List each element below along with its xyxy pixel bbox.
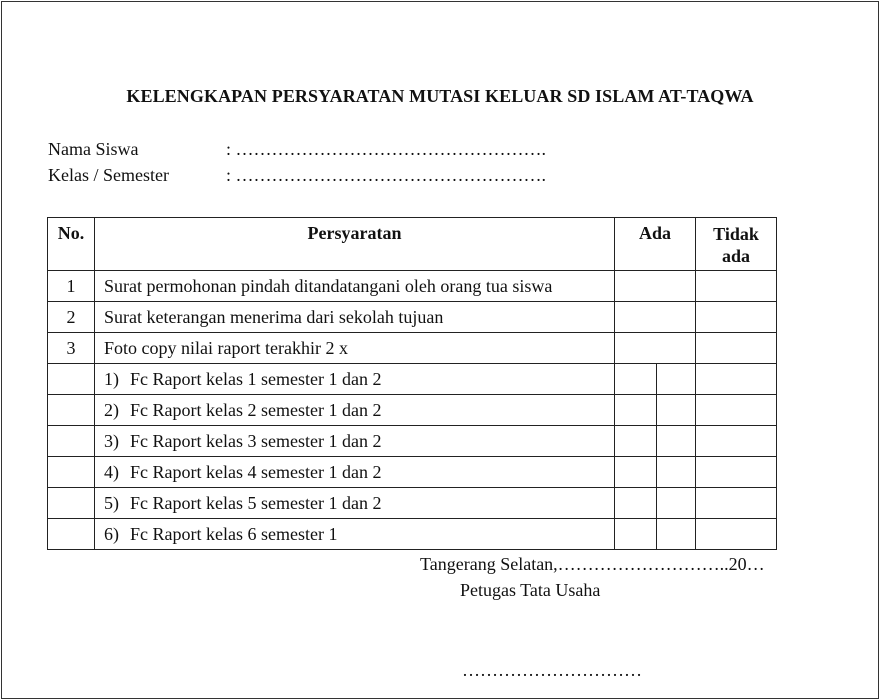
subrow-ada-cell-a bbox=[615, 519, 657, 550]
subrow-requirement bbox=[95, 519, 615, 550]
subrow-ada-cell-b bbox=[657, 519, 696, 550]
subrow-text: Fc Raport kelas 3 semester 1 dan 2 bbox=[130, 430, 382, 451]
subrow-text: Fc Raport kelas 4 semester 1 dan 2 bbox=[130, 461, 382, 482]
subrow-ada-cell-b bbox=[657, 364, 696, 395]
table-subrow bbox=[48, 364, 777, 395]
subrow-requirement bbox=[95, 395, 615, 426]
header-ada: Ada bbox=[615, 218, 696, 271]
student-name-value: : ……………………………………………. bbox=[226, 139, 547, 159]
row-number: 3 bbox=[48, 333, 95, 364]
subrow-index: 2) bbox=[104, 399, 119, 420]
header-requirement: Persyaratan bbox=[95, 218, 615, 271]
row-requirement: Foto copy nilai raport terakhir 2 x bbox=[95, 333, 615, 364]
subrow-ada-cell-b bbox=[657, 426, 696, 457]
class-semester-value: : ……………………………………………. bbox=[226, 165, 547, 185]
subrow-index: 5) bbox=[104, 492, 119, 513]
subrow-requirement bbox=[95, 488, 615, 519]
subrow-number-cell bbox=[48, 488, 95, 519]
row-ada-cell bbox=[615, 302, 696, 333]
subrow-text: Fc Raport kelas 2 semester 1 dan 2 bbox=[130, 399, 382, 420]
signature-line: ………………………… bbox=[462, 660, 642, 680]
subrow-requirement bbox=[95, 457, 615, 488]
table-subrow bbox=[48, 488, 777, 519]
class-semester-label: Kelas / Semester bbox=[48, 165, 169, 185]
subrow-tidak-cell bbox=[696, 457, 777, 488]
subrow-index: 1) bbox=[104, 368, 119, 389]
header-tidak-line1: Tidak bbox=[713, 224, 759, 244]
subrow-number-cell bbox=[48, 395, 95, 426]
subrow-ada-cell-a bbox=[615, 457, 657, 488]
subrow-ada-cell-a bbox=[615, 488, 657, 519]
subrow-ada-cell-b bbox=[657, 457, 696, 488]
table-row bbox=[48, 271, 777, 302]
document-title: KELENGKAPAN PERSYARATAN MUTASI KELUAR SD ISLAM AT-TAQWA bbox=[126, 86, 754, 106]
row-tidak-cell bbox=[696, 333, 777, 364]
subrow-ada-cell-a bbox=[615, 364, 657, 395]
subrow-number-cell bbox=[48, 426, 95, 457]
subrow-ada-cell-b bbox=[657, 395, 696, 426]
subrow-index: 4) bbox=[104, 461, 119, 482]
subrow-number-cell bbox=[48, 364, 95, 395]
header-no: No. bbox=[48, 218, 95, 271]
subrow-tidak-cell bbox=[696, 395, 777, 426]
row-requirement: Surat permohonan pindah ditandatangani oleh orang tua siswa bbox=[95, 271, 615, 302]
subrow-ada-cell-b bbox=[657, 488, 696, 519]
row-requirement: Surat keterangan menerima dari sekolah tujuan bbox=[95, 302, 615, 333]
student-name-field bbox=[48, 139, 546, 160]
table-header-row bbox=[48, 218, 777, 271]
table-row bbox=[48, 333, 777, 364]
subrow-index: 6) bbox=[104, 523, 119, 544]
subrow-requirement bbox=[95, 364, 615, 395]
row-ada-cell bbox=[615, 333, 696, 364]
row-number: 2 bbox=[48, 302, 95, 333]
subrow-tidak-cell bbox=[696, 519, 777, 550]
table-subrow bbox=[48, 395, 777, 426]
subrow-text: Fc Raport kelas 5 semester 1 dan 2 bbox=[130, 492, 382, 513]
subrow-ada-cell-a bbox=[615, 395, 657, 426]
student-name-label: Nama Siswa bbox=[48, 139, 139, 159]
row-ada-cell bbox=[615, 271, 696, 302]
subrow-tidak-cell bbox=[696, 364, 777, 395]
header-tidak-line2: ada bbox=[721, 246, 750, 266]
row-number: 1 bbox=[48, 271, 95, 302]
row-tidak-cell bbox=[696, 271, 777, 302]
table-subrow bbox=[48, 426, 777, 457]
subrow-number-cell bbox=[48, 519, 95, 550]
header-tidak-ada bbox=[696, 218, 777, 271]
subrow-tidak-cell bbox=[696, 426, 777, 457]
class-semester-field bbox=[48, 165, 546, 186]
subrow-ada-cell-a bbox=[615, 426, 657, 457]
signature-role: Petugas Tata Usaha bbox=[460, 580, 601, 600]
subrow-number-cell bbox=[48, 457, 95, 488]
requirements-table bbox=[47, 217, 777, 550]
subrow-text: Fc Raport kelas 1 semester 1 dan 2 bbox=[130, 368, 382, 389]
signature-place-date: Tangerang Selatan,………………………..20… bbox=[420, 554, 765, 574]
subrow-requirement bbox=[95, 426, 615, 457]
table-subrow bbox=[48, 519, 777, 550]
subrow-text: Fc Raport kelas 6 semester 1 bbox=[130, 523, 338, 544]
table-subrow bbox=[48, 457, 777, 488]
subrow-tidak-cell bbox=[696, 488, 777, 519]
table-row bbox=[48, 302, 777, 333]
row-tidak-cell bbox=[696, 302, 777, 333]
subrow-index: 3) bbox=[104, 430, 119, 451]
